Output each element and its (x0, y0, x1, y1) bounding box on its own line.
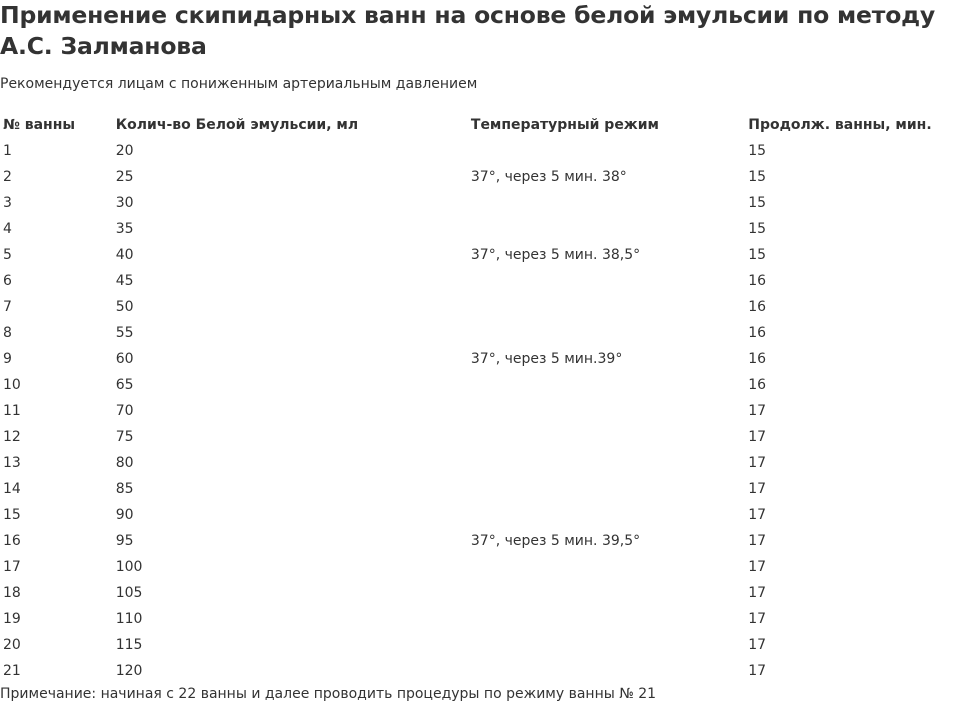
cell-emulsion-ml: 55 (115, 325, 134, 341)
cell-bath-number: 10 (3, 377, 21, 393)
cell-emulsion-ml: 40 (115, 247, 134, 263)
table-row (0, 580, 968, 606)
cell-temperature (468, 580, 745, 606)
cell-emulsion-ml: 110 (115, 611, 143, 627)
cell-bath-number: 13 (3, 455, 21, 471)
cell-emulsion-ml: 75 (115, 429, 134, 445)
table-row (0, 372, 968, 398)
table-row (0, 320, 968, 346)
cell-duration: 15 (748, 221, 767, 237)
cell-duration: 15 (748, 247, 767, 263)
cell-temperature (468, 476, 745, 502)
subtitle: Рекомендуется лицам с пониженным артериальным давлением (0, 76, 478, 92)
cell-duration: 16 (748, 377, 767, 393)
table-row (0, 502, 968, 528)
cell-emulsion-ml: 20 (115, 143, 134, 159)
cell-temperature (468, 554, 745, 580)
table-row (0, 138, 968, 164)
cell-emulsion-ml: 115 (115, 637, 143, 653)
cell-temperature (468, 268, 745, 294)
cell-duration: 17 (748, 429, 767, 445)
table-row (0, 268, 968, 294)
cell-bath-number: 19 (3, 611, 21, 627)
cell-bath-number: 21 (3, 663, 21, 679)
cell-duration: 16 (748, 325, 767, 341)
table-row (0, 554, 968, 580)
cell-emulsion-ml: 95 (115, 533, 134, 549)
footnote: Примечание: начиная с 22 ванны и далее проводить процедуры по режиму ванны № 21 (0, 686, 657, 702)
cell-emulsion-ml: 30 (115, 195, 134, 211)
cell-emulsion-ml: 90 (115, 507, 134, 523)
cell-temperature: 37°, через 5 мин. 38° (470, 169, 627, 185)
cell-temperature (468, 658, 745, 684)
cell-temperature (468, 502, 745, 528)
cell-bath-number: 8 (3, 325, 12, 341)
cell-bath-number: 11 (3, 403, 21, 419)
cell-temperature (468, 138, 745, 164)
cell-duration: 15 (748, 195, 767, 211)
cell-bath-number: 20 (3, 637, 21, 653)
page-title: Применение скипидарных ванн на основе белой эмульсии по методу А.С. Залманова (0, 1, 936, 60)
cell-emulsion-ml: 50 (115, 299, 134, 315)
cell-duration: 17 (748, 455, 767, 471)
cell-temperature (468, 398, 745, 424)
cell-emulsion-ml: 70 (115, 403, 134, 419)
header-emulsion-amount: Колич-во Белой эмульсии, мл (115, 117, 359, 133)
cell-bath-number: 15 (3, 507, 21, 523)
cell-duration: 17 (748, 637, 767, 653)
cell-bath-number: 7 (3, 299, 12, 315)
table-row (0, 606, 968, 632)
table-row (0, 242, 968, 268)
cell-emulsion-ml: 60 (115, 351, 134, 367)
table-row (0, 658, 968, 684)
cell-emulsion-ml: 45 (115, 273, 134, 289)
cell-emulsion-ml: 35 (115, 221, 134, 237)
cell-duration: 17 (748, 585, 767, 601)
cell-duration: 17 (748, 507, 767, 523)
table-header-row (0, 112, 968, 138)
cell-duration: 15 (748, 169, 767, 185)
cell-bath-number: 2 (3, 169, 12, 185)
cell-bath-number: 4 (3, 221, 12, 237)
table-row (0, 164, 968, 190)
cell-temperature (468, 450, 745, 476)
cell-temperature (468, 294, 745, 320)
cell-bath-number: 17 (3, 559, 21, 575)
cell-emulsion-ml: 100 (115, 559, 143, 575)
baths-table (0, 112, 968, 684)
cell-temperature (468, 216, 745, 242)
table-row (0, 424, 968, 450)
cell-duration: 17 (748, 559, 767, 575)
cell-temperature: 37°, через 5 мин. 38,5° (470, 247, 641, 263)
cell-bath-number: 16 (3, 533, 21, 549)
cell-temperature: 37°, через 5 мин.39° (470, 351, 623, 367)
cell-temperature: 37°, через 5 мин. 39,5° (470, 533, 641, 549)
header-duration: Продолж. ванны, мин. (748, 117, 932, 133)
cell-bath-number: 9 (3, 351, 12, 367)
cell-duration: 17 (748, 611, 767, 627)
table-row (0, 632, 968, 658)
cell-temperature (468, 372, 745, 398)
cell-duration: 16 (748, 351, 767, 367)
cell-temperature (468, 606, 745, 632)
cell-bath-number: 14 (3, 481, 21, 497)
cell-emulsion-ml: 105 (115, 585, 143, 601)
cell-emulsion-ml: 120 (115, 663, 143, 679)
cell-temperature (468, 424, 745, 450)
cell-emulsion-ml: 65 (115, 377, 134, 393)
cell-bath-number: 3 (3, 195, 12, 211)
cell-bath-number: 12 (3, 429, 21, 445)
table-row (0, 398, 968, 424)
header-temperature-mode: Температурный режим (470, 117, 659, 133)
cell-temperature (468, 190, 745, 216)
cell-temperature (468, 320, 745, 346)
cell-bath-number: 5 (3, 247, 12, 263)
cell-bath-number: 6 (3, 273, 12, 289)
table-row (0, 346, 968, 372)
cell-temperature (468, 632, 745, 658)
header-bath-number: № ванны (3, 117, 76, 133)
cell-emulsion-ml: 80 (115, 455, 134, 471)
cell-emulsion-ml: 25 (115, 169, 134, 185)
table-row (0, 528, 968, 554)
table-row (0, 450, 968, 476)
cell-duration: 17 (748, 533, 767, 549)
table-row (0, 190, 968, 216)
cell-duration: 17 (748, 403, 767, 419)
cell-duration: 17 (748, 481, 767, 497)
cell-bath-number: 18 (3, 585, 21, 601)
table-row (0, 476, 968, 502)
cell-duration: 16 (748, 273, 767, 289)
cell-duration: 16 (748, 299, 767, 315)
table-row (0, 294, 968, 320)
cell-emulsion-ml: 85 (115, 481, 134, 497)
cell-duration: 17 (748, 663, 767, 679)
cell-bath-number: 1 (3, 143, 12, 159)
table-row (0, 216, 968, 242)
cell-duration: 15 (748, 143, 767, 159)
